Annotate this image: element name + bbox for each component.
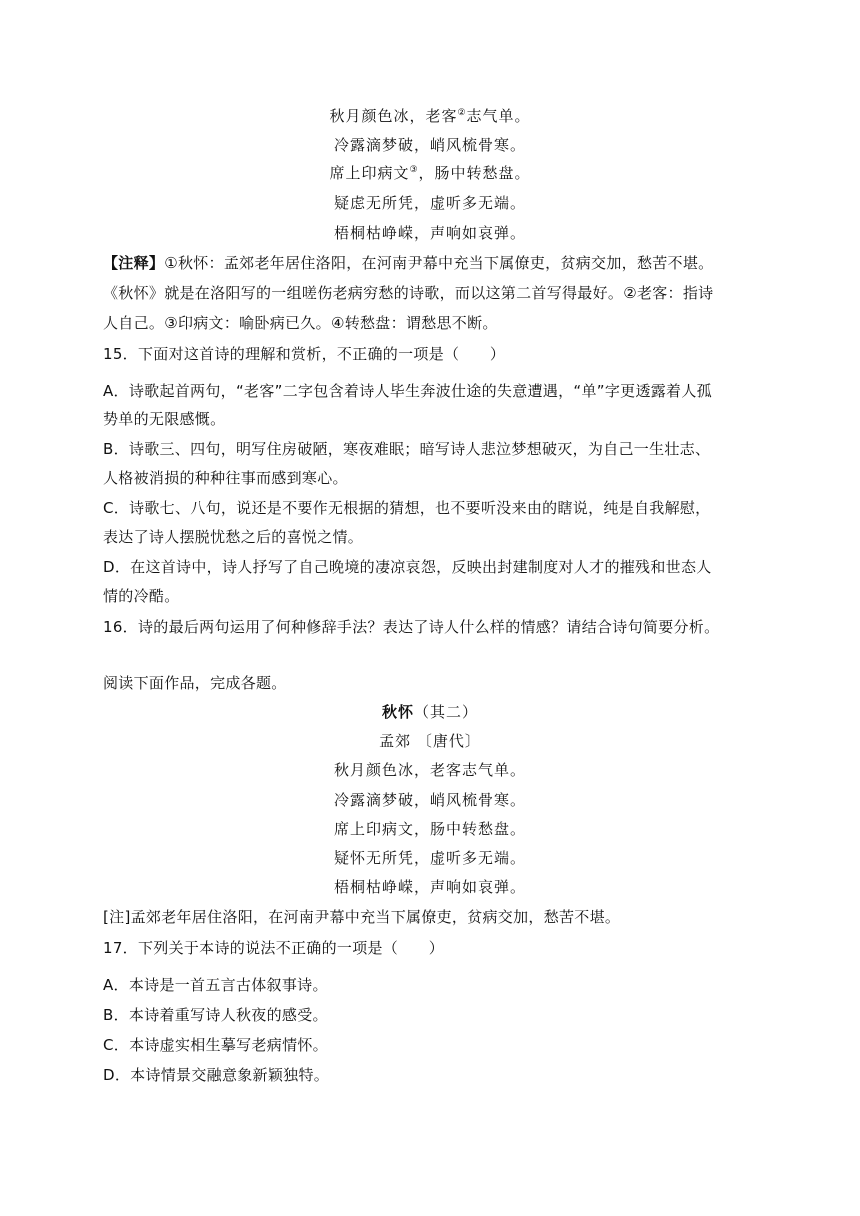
poem2-title: 秋怀（其二） (381, 703, 479, 721)
q15-option-d-line-2: 情的冷酷。 (103, 587, 180, 605)
section-intro: 阅读下面作品，完成各题。 (103, 674, 287, 692)
poem2-line-2: 冷露滴梦破，峭风梳骨寒。 (333, 791, 526, 809)
q15-option-c-line-1: C．诗歌七、八句，说还是不要作无根据的猜想，也不要听没来由的瞎说，纯是自我解慰， (103, 499, 711, 517)
q15-option-a-line-2: 势单的无限感慨。 (103, 410, 226, 428)
q15-option-d-line-1: D．在这首诗中，诗人抒写了自己晚境的凄凉哀怨，反映出封建制度对人才的摧残和世态人 (103, 558, 712, 576)
q17-option-d: D．本诗情景交融意象新颖独特。 (103, 1066, 330, 1084)
q15-option-b-line-2: 人格被消损的种种往事而感到寒心。 (103, 469, 348, 487)
poem1-note-line-2: 《秋怀》就是在洛阳写的一组嗟伤老病穷愁的诗歌，而以这第二首写得最好。②老客：指诗 (103, 284, 714, 302)
q15-option-b-line-1: B．诗歌三、四句，明写住房破陋，寒夜难眠；暗写诗人悲泣梦想破灭，为自己一生壮志、 (103, 440, 711, 458)
poem2-author: 孟郊 〔唐代〕 (379, 732, 481, 750)
q15-stem: 15．下面对这首诗的理解和赏析，不正确的一项是（ ） (103, 345, 506, 363)
poem2-line-5: 梧桐枯峥嵘，声响如哀弹。 (333, 878, 526, 896)
q16-stem: 16．诗的最后两句运用了何种修辞手法？表达了诗人什么样的情感？请结合诗句简要分析。 (103, 618, 720, 636)
poem1-line-4: 疑虑无所凭，虚听多无端。 (333, 194, 526, 212)
q17-stem: 17．下列关于本诗的说法不正确的一项是（ ） (103, 939, 444, 957)
poem2-line-4: 疑怀无所凭，虚听多无端。 (333, 849, 526, 867)
poem2-line-3: 席上印病文，肠中转愁盘。 (333, 820, 526, 838)
poem2-note: [注]孟郊老年居住洛阳，在河南尹幕中充当下属僚吏，贫病交加，愁苦不堪。 (103, 908, 621, 926)
poem1-note-line-3: 人自己。③印病文：喻卧病已久。④转愁盘：谓愁思不断。 (103, 314, 498, 332)
note-label: 【注释】 (103, 254, 165, 272)
q15-option-c-line-2: 表达了诗人摆脱忧愁之后的喜悦之情。 (103, 528, 364, 546)
poem2-line-1: 秋月颜色冰，老客志气单。 (333, 761, 526, 779)
poem1-line-5: 梧桐枯峥嵘，声响如哀弹。 (333, 224, 526, 242)
poem1-line-2: 冷露滴梦破，峭风梳骨寒。 (333, 136, 526, 154)
poem1-line-3: 席上印病文③，肠中转愁盘。 (329, 164, 531, 182)
poem1-note-line-1: 【注释】①秋怀：孟郊老年居住洛阳，在河南尹幕中充当下属僚吏，贫病交加，愁苦不堪。 (103, 254, 714, 272)
q17-option-a: A．本诗是一首五言古体叙事诗。 (103, 976, 328, 994)
q17-option-c: C．本诗虚实相生摹写老病情怀。 (103, 1036, 328, 1054)
q17-option-b: B．本诗着重写诗人秋夜的感受。 (103, 1006, 328, 1024)
poem1-line-1: 秋月颜色冰，老客②志气单。 (329, 107, 531, 125)
q15-option-a-line-1: A．诗歌起首两句，“老客”二字包含着诗人毕生奔波仕途的失意遭遇，“单”字更透露着人孤 (103, 382, 712, 400)
